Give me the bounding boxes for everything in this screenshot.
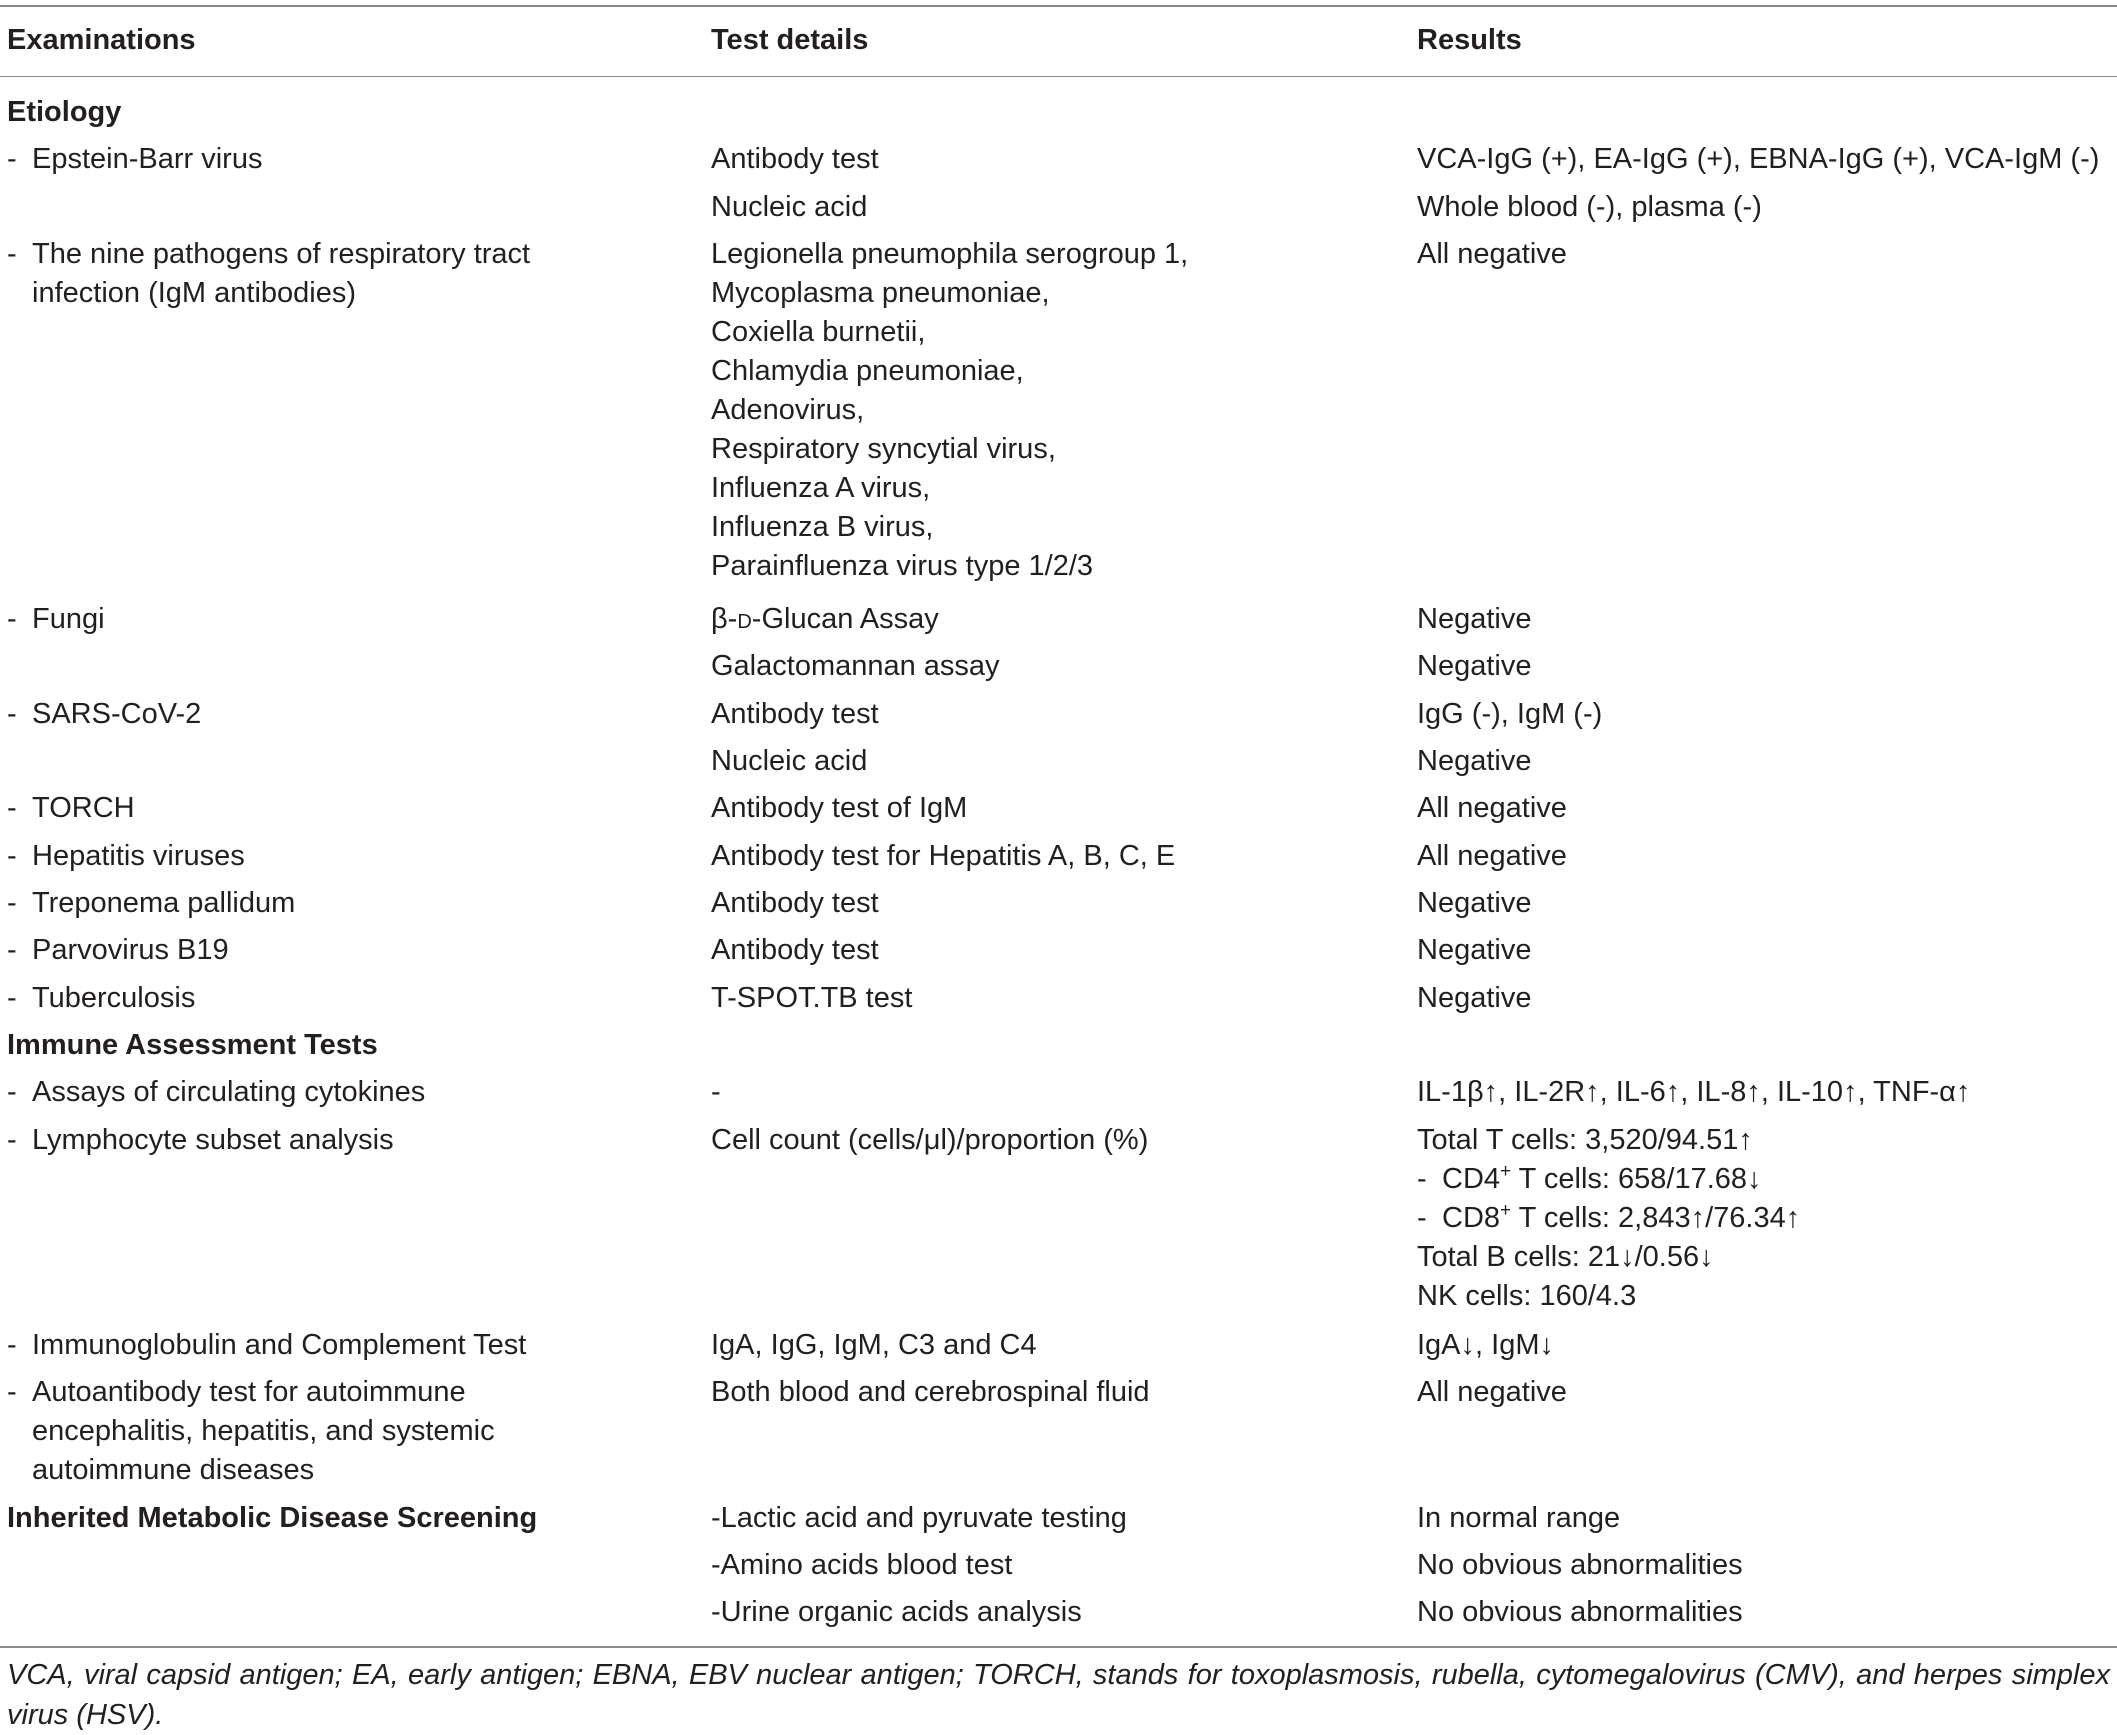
exam-name: - Immunoglobulin and Complement Test: [7, 1329, 527, 1361]
exam-name: - Epstein-Barr virus: [7, 143, 263, 175]
exam-name: - Tuberculosis: [7, 982, 196, 1014]
test-detail: Antibody test: [711, 934, 879, 966]
pathogen-item: Chlamydia pneumoniae,: [711, 355, 1024, 387]
result-line: Total B cells: 21↓/0.56↓: [1417, 1241, 1714, 1273]
test-detail: Both blood and cerebrospinal fluid: [711, 1376, 1150, 1408]
header-examinations: Examinations: [7, 24, 196, 56]
test-detail: -Amino acids blood test: [711, 1549, 1013, 1581]
exam-name: - Parvovirus B19: [7, 934, 229, 966]
pathogen-item: Influenza B virus,: [711, 511, 934, 543]
exam-name: - Hepatitis viruses: [7, 840, 245, 872]
result: IL-1β↑, IL-2R↑, IL-6↑, IL-8↑, IL-10↑, TNF-α↑: [1417, 1076, 1971, 1108]
test-detail: -Urine organic acids analysis: [711, 1596, 1082, 1628]
result-line: NK cells: 160/4.3: [1417, 1280, 1637, 1312]
section-title: Etiology: [7, 96, 122, 128]
exam-name: - Treponema pallidum: [7, 887, 296, 919]
test-detail: T-SPOT.TB test: [711, 982, 913, 1014]
top-rule: [0, 5, 2117, 7]
exam-name: - The nine pathogens of respiratory tract infection (IgM antibodies): [7, 238, 531, 309]
test-detail: Antibody test for Hepatitis A, B, C, E: [711, 840, 1176, 872]
result: All negative: [1417, 238, 1567, 270]
pathogen-item: Influenza A virus,: [711, 472, 931, 504]
result: All negative: [1417, 792, 1567, 824]
result-line: - CD8+ T cells: 2,843↑/76.34↑: [1417, 1200, 1801, 1234]
pathogen-item: Legionella pneumophila serogroup 1,: [711, 238, 1189, 270]
pathogen-item: Mycoplasma pneumoniae,: [711, 277, 1050, 309]
table-footnote: VCA, viral capsid antigen; EA, early antigen; EBNA, EBV nuclear antigen; TORCH, stands for toxoplasmosis, rubella, cytomegalovirus (CMV), and herpes simplex virus (HSV).: [7, 1659, 2110, 1731]
result: Negative: [1417, 982, 1532, 1014]
section-title: Inherited Metabolic Disease Screening: [7, 1502, 538, 1534]
result: Negative: [1417, 650, 1532, 682]
test-detail: -: [711, 1076, 721, 1108]
result-line: Total T cells: 3,520/94.51↑: [1417, 1124, 1753, 1156]
result: IgG (-), IgM (-): [1417, 698, 1603, 730]
exam-name: - TORCH: [7, 792, 135, 824]
header-test-details: Test details: [711, 24, 869, 56]
header-rule: [0, 76, 2117, 77]
test-detail: Cell count (cells/μl)/proportion (%): [711, 1124, 1149, 1156]
pathogen-item: Adenovirus,: [711, 394, 865, 426]
header-results: Results: [1417, 24, 1522, 56]
result: VCA-IgG (+), EA-IgG (+), EBNA-IgG (+), VCA-IgM (-): [1417, 143, 2100, 175]
exam-name: - Fungi: [7, 603, 105, 635]
result: No obvious abnormalities: [1417, 1596, 1743, 1628]
result: All negative: [1417, 1376, 1567, 1408]
test-detail: -Lactic acid and pyruvate testing: [711, 1502, 1127, 1534]
bottom-rule: [0, 1646, 2117, 1648]
exam-name: - Lymphocyte subset analysis: [7, 1124, 394, 1156]
result: In normal range: [1417, 1502, 1621, 1534]
test-detail: Antibody test: [711, 698, 879, 730]
test-detail: Antibody test: [711, 887, 879, 919]
test-detail-list: [711, 235, 1188, 586]
result: Negative: [1417, 603, 1532, 635]
pathogen-item: Parainfluenza virus type 1/2/3: [711, 550, 1094, 582]
pathogen-item: Coxiella burnetii,: [711, 316, 926, 348]
exam-name: - SARS-CoV-2: [7, 698, 202, 730]
result: Whole blood (-), plasma (-): [1417, 191, 1762, 223]
result-line: - CD4+ T cells: 658/17.68↓: [1417, 1161, 1762, 1195]
pathogen-item: Respiratory syncytial virus,: [711, 433, 1056, 465]
result: Negative: [1417, 745, 1532, 777]
test-detail: Galactomannan assay: [711, 650, 1000, 682]
result-list: [1417, 1121, 1800, 1316]
result: No obvious abnormalities: [1417, 1549, 1743, 1581]
exam-name: - Autoantibody test for autoimmune encephalitis, hepatitis, and systemic autoimmune diseases: [7, 1376, 495, 1486]
test-detail: β-d-Glucan Assay: [711, 603, 939, 635]
result: Negative: [1417, 887, 1532, 919]
test-detail: IgA, IgG, IgM, C3 and C4: [711, 1329, 1037, 1361]
exam-name: - Assays of circulating cytokines: [7, 1076, 426, 1108]
test-detail: Nucleic acid: [711, 745, 868, 777]
section-title: Immune Assessment Tests: [7, 1029, 378, 1061]
result: All negative: [1417, 840, 1567, 872]
test-detail: Antibody test of IgM: [711, 792, 968, 824]
test-detail: Antibody test: [711, 143, 879, 175]
result: Negative: [1417, 934, 1532, 966]
result: IgA↓, IgM↓: [1417, 1329, 1554, 1361]
test-detail: Nucleic acid: [711, 191, 868, 223]
